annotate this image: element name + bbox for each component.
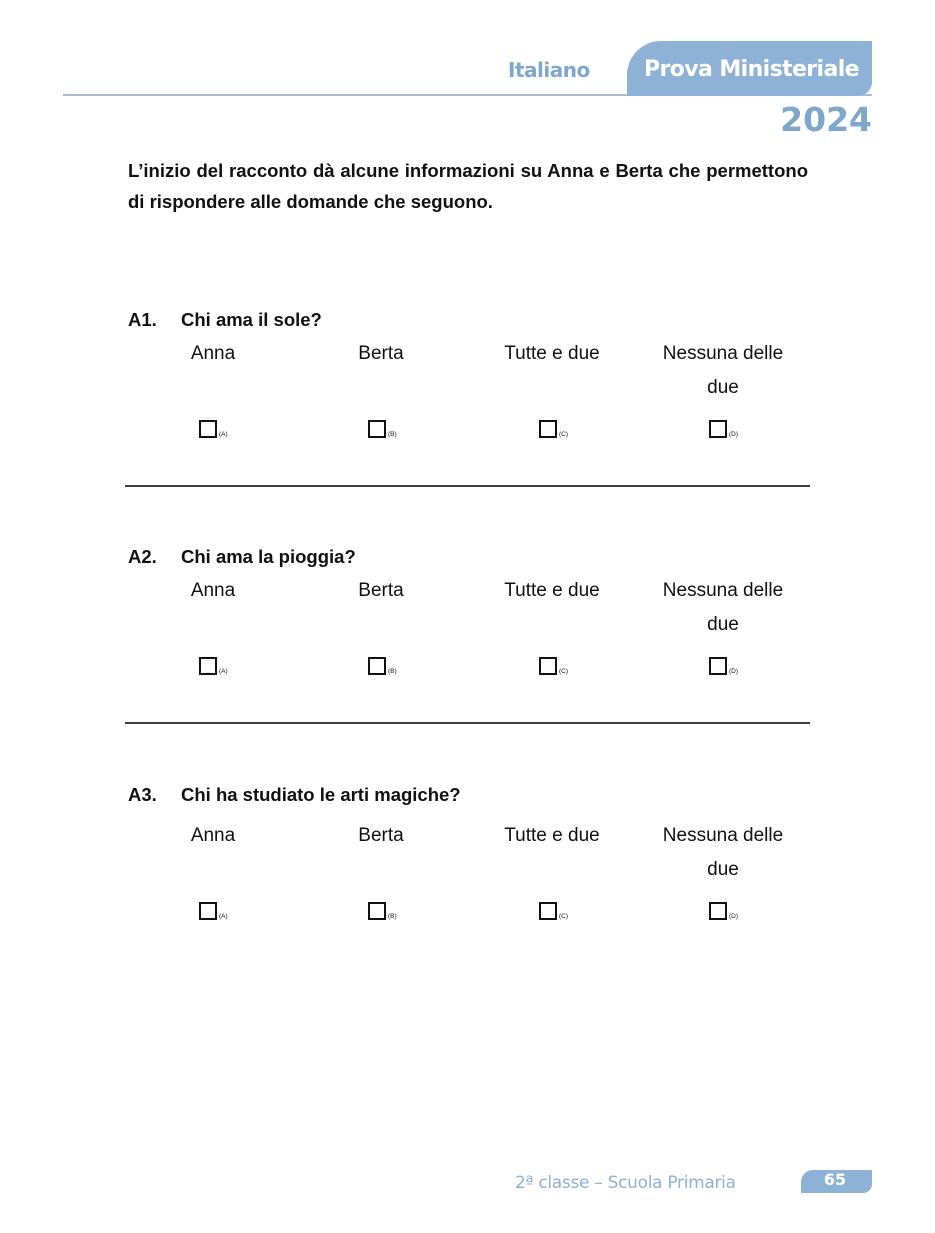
question-a2 — [128, 546, 818, 675]
subject-label: Italiano — [508, 58, 590, 82]
option-label: Tutte e due — [504, 343, 600, 364]
answer-checkbox-c[interactable] — [539, 657, 568, 675]
header-tab-label: Prova Ministeriale — [644, 57, 860, 82]
answer-checkbox-d[interactable] — [709, 902, 738, 920]
checkbox-icon[interactable] — [199, 902, 217, 920]
option-d — [638, 337, 808, 405]
checkbox-icon[interactable] — [709, 657, 727, 675]
option-a — [128, 819, 298, 887]
question-number: A2. — [128, 546, 157, 567]
option-b — [296, 819, 466, 887]
option-label: Nessuna delle due — [662, 580, 784, 635]
option-label: Nessuna delle due — [662, 825, 784, 880]
option-label: Anna — [190, 825, 236, 846]
option-c — [467, 574, 637, 642]
question-title — [128, 309, 818, 337]
answer-checkbox-b[interactable] — [368, 657, 397, 675]
answer-checkbox-d[interactable] — [709, 420, 738, 438]
checkbox-letter: (C) — [559, 913, 569, 920]
question-title — [128, 784, 818, 812]
option-c — [467, 819, 637, 887]
option-b — [296, 337, 466, 405]
checkbox-icon[interactable] — [368, 902, 386, 920]
checkbox-icon[interactable] — [539, 420, 557, 438]
question-a3 — [128, 784, 818, 920]
option-label: Anna — [190, 343, 236, 364]
option-label: Berta — [358, 825, 404, 846]
answer-checkbox-c[interactable] — [539, 902, 568, 920]
question-text: Chi ama il sole? — [181, 309, 322, 330]
checkbox-letter: (D) — [729, 913, 739, 920]
question-separator — [125, 722, 810, 724]
option-label: Anna — [190, 580, 236, 601]
page-number-badge — [801, 1170, 872, 1193]
checkbox-letter: (C) — [559, 668, 569, 675]
intro-text: L’inizio del racconto dà alcune informazioni su Anna e Berta che permettono di rispondere alle domande che seguono. — [128, 160, 808, 212]
checkbox-icon[interactable] — [709, 420, 727, 438]
question-a1 — [128, 309, 818, 438]
checkbox-letter: (B) — [388, 913, 397, 920]
checkbox-letter: (D) — [729, 431, 739, 438]
answer-checkbox-a[interactable] — [199, 657, 228, 675]
option-d — [638, 819, 808, 887]
answer-checkbox-d[interactable] — [709, 657, 738, 675]
footer-class-label: 2ª classe – Scuola Primaria — [515, 1173, 736, 1193]
checkbox-icon[interactable] — [199, 420, 217, 438]
answer-checkbox-a[interactable] — [199, 902, 228, 920]
answer-checkbox-b[interactable] — [368, 902, 397, 920]
year-label: 2024 — [780, 100, 872, 139]
option-d — [638, 574, 808, 642]
option-label: Berta — [358, 580, 404, 601]
question-text: Chi ha studiato le arti magiche? — [181, 784, 461, 805]
checkbox-icon[interactable] — [199, 657, 217, 675]
answer-checkbox-a[interactable] — [199, 420, 228, 438]
option-c — [467, 337, 637, 405]
option-label: Nessuna delle due — [662, 343, 784, 398]
answer-checkbox-c[interactable] — [539, 420, 568, 438]
checkbox-letter: (C) — [559, 431, 569, 438]
checkbox-letter: (B) — [388, 431, 397, 438]
question-text: Chi ama la pioggia? — [181, 546, 356, 567]
option-a — [128, 337, 298, 405]
option-b — [296, 574, 466, 642]
question-number: A3. — [128, 784, 157, 805]
checkbox-icon[interactable] — [539, 902, 557, 920]
option-label: Tutte e due — [504, 825, 600, 846]
checkbox-icon[interactable] — [368, 420, 386, 438]
checkbox-icon[interactable] — [539, 657, 557, 675]
question-title — [128, 546, 818, 574]
question-separator — [125, 485, 810, 487]
option-a — [128, 574, 298, 642]
checkbox-letter: (B) — [388, 668, 397, 675]
checkbox-icon[interactable] — [709, 902, 727, 920]
question-number: A1. — [128, 309, 157, 330]
checkbox-letter: (D) — [729, 668, 739, 675]
checkbox-letter: (A) — [219, 913, 228, 920]
page-number: 65 — [823, 1170, 847, 1189]
option-label: Berta — [358, 343, 404, 364]
answer-checkbox-b[interactable] — [368, 420, 397, 438]
option-label: Tutte e due — [504, 580, 600, 601]
checkbox-letter: (A) — [219, 431, 228, 438]
checkbox-icon[interactable] — [368, 657, 386, 675]
checkbox-letter: (A) — [219, 668, 228, 675]
